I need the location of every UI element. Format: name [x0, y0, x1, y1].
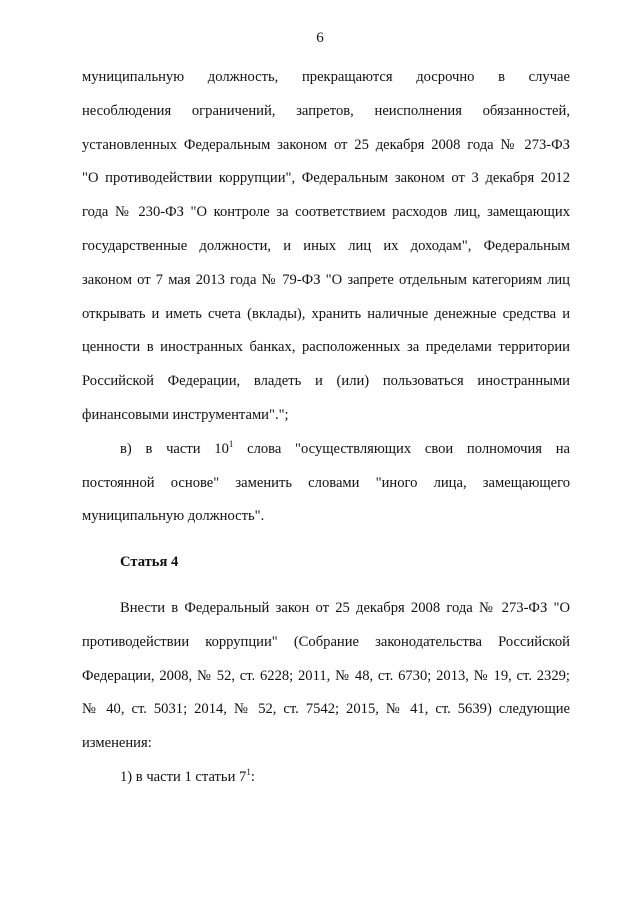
paragraph-item-v	[82, 433, 570, 534]
text-fragment: 1) в части 1 статьи 7	[120, 768, 247, 785]
paragraph-article-4	[82, 592, 570, 761]
text-line: муниципальную должность, прекращаются досрочно в случае	[82, 69, 570, 85]
superscript: 1	[246, 766, 251, 777]
text-fragment: в) в части 10	[120, 440, 229, 457]
text-line: изменения:	[82, 735, 152, 752]
article-heading: Статья 4	[120, 554, 179, 571]
text-line: государственные должности, и иных лиц их доходам", Федеральным	[82, 237, 570, 254]
text-line: "О противодействии коррупции", Федеральным законом от 3 декабря 2012	[82, 170, 570, 187]
text-line	[82, 761, 570, 795]
paragraph-continuation	[82, 61, 570, 433]
spacer	[82, 534, 570, 546]
text-line: № 40, ст. 5031; 2014, № 52, ст. 7542; 2015, № 41, ст. 5639) следующие	[82, 701, 570, 718]
text-line: ценности в иностранных банках, расположенных за пределами территории	[82, 339, 570, 356]
document-body	[82, 61, 570, 795]
text-line: Внести в Федеральный закон от 25 декабря 2008 года № 273-ФЗ "О	[120, 599, 570, 616]
text-line: года № 230-ФЗ "О контроле за соответствием расходов лиц, замещающих	[82, 204, 570, 221]
text-line: открывать и иметь счета (вклады), хранить наличные денежные средства и	[82, 305, 570, 322]
text-line	[82, 433, 570, 467]
text-line: противодействии коррупции" (Собрание законодательства Российской	[82, 633, 570, 650]
page-number: 6	[316, 30, 324, 46]
spacer	[82, 580, 570, 592]
text-line: Федерации, 2008, № 52, ст. 6228; 2011, № 48, ст. 6730; 2013, № 19, ст. 2329;	[82, 667, 570, 684]
text-fragment: слова "осуществляющих свои полномочия на	[233, 440, 570, 457]
text-line: муниципальную должность".	[82, 508, 265, 525]
text-line: несоблюдения ограничений, запретов, неисполнения обязанностей,	[82, 102, 570, 119]
text-line: Российской Федерации, владеть и (или) пользоваться иностранными	[82, 373, 570, 390]
text-line: постоянной основе" заменить словами "иного лица, замещающего	[82, 474, 570, 491]
paragraph-item-1	[82, 761, 570, 795]
text-fragment: :	[250, 768, 255, 785]
text-line: финансовыми инструментами".";	[82, 406, 289, 423]
text-line: законом от 7 мая 2013 года № 79-ФЗ "О запрете отдельным категориям лиц	[82, 271, 570, 288]
text-line: установленных Федеральным законом от 25 декабря 2008 года № 273-ФЗ	[82, 136, 570, 153]
superscript: 1	[228, 438, 234, 449]
